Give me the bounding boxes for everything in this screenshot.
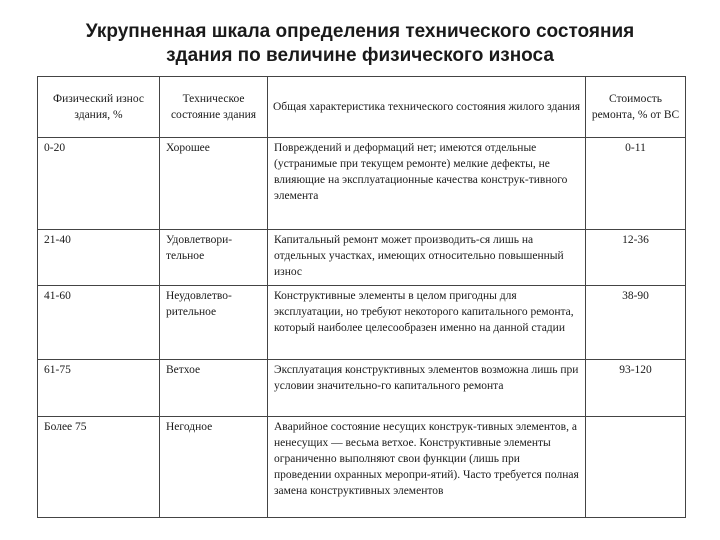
title-line-2: здания по величине физического износа [166,45,554,66]
cell-wear: 41-60 [38,286,160,360]
cell-description: Повреждений и деформаций нет; имеются отдельные (устранимые при текущем ремонте) мелкие дефекты, не влияющие на эксплуатационные качества конструк-тивного элемента [268,138,586,230]
table-row [38,360,686,417]
table-row [38,417,686,518]
cell-description: Эксплуатация конструктивных элементов возможна лишь при условии значительно-го капитального ремонта [268,360,586,417]
cell-wear: Более 75 [38,417,160,518]
cell-description: Капитальный ремонт может производить-ся лишь на отдельных участках, имеющих относительно повышенный износ [268,230,586,286]
cell-wear: 21-40 [38,230,160,286]
cell-cost: 12-36 [586,230,686,286]
header-wear: Физический износ здания, % [38,77,160,138]
cell-description: Конструктивные элементы в целом пригодны для эксплуатации, но требуют некоторого капитального ремонта, который наиболее целесообразен именно на данной стадии [268,286,586,360]
cell-cost [586,417,686,518]
title-line-1: Укрупненная шкала определения технического состояния [85,21,635,42]
table-row [38,138,686,230]
header-state: Техническое состояние здания [160,77,268,138]
cell-wear: 0-20 [38,138,160,230]
cell-state: Неудовлетво-рительное [160,286,268,360]
header-description: Общая характеристика технического состояния жилого здания [268,77,586,138]
table-row [38,286,686,360]
cell-cost: 38-90 [586,286,686,360]
cell-cost: 0-11 [586,138,686,230]
cell-description: Аварийное состояние несущих конструк-тивных элементов, а ненесущих — весьма ветхое. Конструктивные элементы ограниченно выполняют свои функции (лишь при проведении охранных меропри-ятий). Часто требуется полная замена конструктивных элементов [268,417,586,518]
header-cost: Стоимость ремонта, % от ВС [586,77,686,138]
cell-state: Хорошее [160,138,268,230]
condition-table [37,76,686,518]
table-header-row [38,77,686,138]
table-row [38,230,686,286]
cell-state: Удовлетвори-тельное [160,230,268,286]
cell-wear: 61-75 [38,360,160,417]
cell-cost: 93-120 [586,360,686,417]
page-title [0,20,720,68]
cell-state: Негодное [160,417,268,518]
cell-state: Ветхое [160,360,268,417]
